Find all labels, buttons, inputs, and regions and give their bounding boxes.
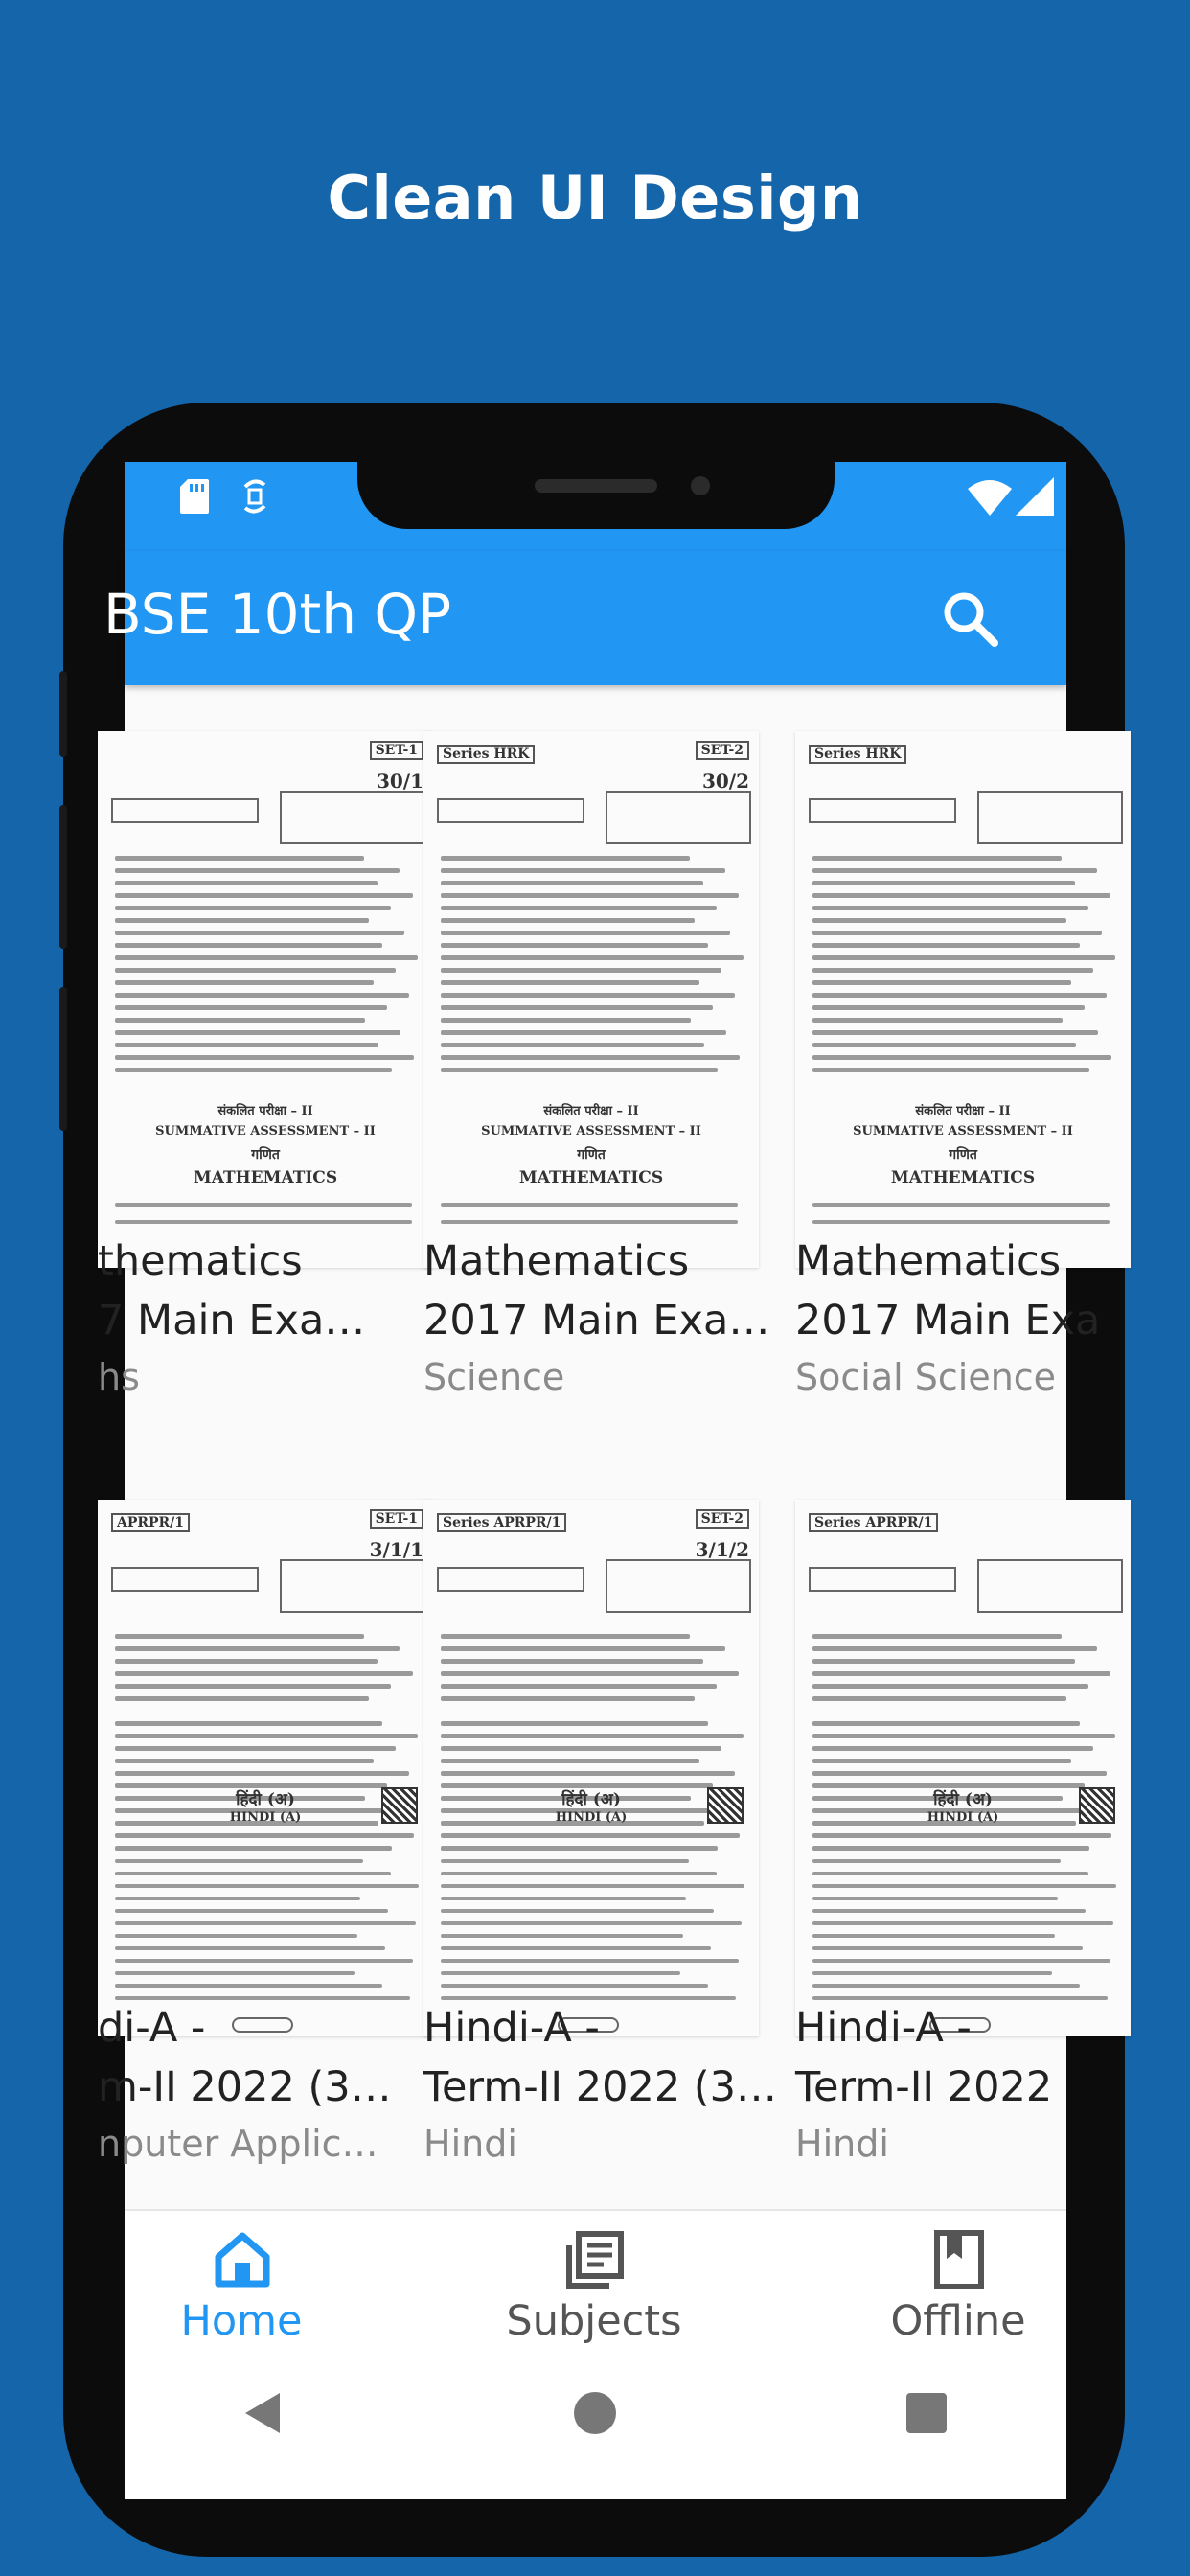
paper-title-line2: 7 Main Exa… (98, 1297, 366, 1345)
paper-series: Series APRPR/1 (809, 1513, 938, 1532)
paper-title-line2: Term-II 2022 (795, 2063, 1053, 2111)
paper-code: 30/1 (376, 770, 423, 793)
paper-code: 3/1/1 (369, 1538, 423, 1561)
status-bar (125, 462, 1066, 551)
paper-hindi-title: संकलित परीक्षा – II (217, 1104, 313, 1118)
paper-assessment: SUMMATIVE ASSESSMENT – II (481, 1124, 701, 1138)
paper-subject: nputer Applic… (98, 2123, 378, 2165)
paper-title-line1: Mathematics (423, 1237, 690, 1285)
paper-subject-hindi: गणित (577, 1147, 606, 1162)
paper-title-line2: m-II 2022 (3… (98, 2063, 392, 2111)
paper-thumbnail (795, 1500, 1131, 2036)
paper-subject-hindi: गणित (251, 1147, 280, 1162)
paper-title-line1: Hindi-A - (795, 2004, 972, 2052)
paper-series: Series HRK (809, 745, 906, 764)
qr-code (381, 1787, 418, 1824)
paper-series: APRPR/1 (111, 1513, 190, 1532)
promo-headline: Clean UI Design (327, 163, 863, 233)
paper-assessment: HINDI (A) (229, 1810, 302, 1825)
paper-series: Series HRK (437, 745, 535, 764)
paper-set: SET-1 (370, 741, 423, 760)
paper-subject: Social Science (795, 1356, 1057, 1398)
notch (357, 460, 835, 529)
paper-title-line2: Term-II 2022 (3… (423, 2063, 778, 2111)
paper-thumbnail (423, 1500, 759, 2036)
paper-title-line1: Hindi-A - (423, 2004, 600, 2052)
app-bar (103, 551, 1066, 685)
paper-title-line2: 2017 Main Exa (795, 1297, 1101, 1345)
paper-code: 3/1/2 (695, 1538, 749, 1561)
paper-subject-english: MATHEMATICS (193, 1168, 338, 1187)
back-icon[interactable] (238, 2389, 286, 2437)
paper-title-line1: thematics (98, 1237, 303, 1285)
nav-subjects-label: Subjects (506, 2297, 682, 2345)
paper-title-line2: 2017 Main Exa… (423, 1297, 770, 1345)
bookmark-icon (929, 2230, 989, 2289)
paper-set: SET-2 (696, 741, 749, 760)
paper-hindi-title: हिंदी (अ) (236, 1790, 295, 1809)
paper-subject-english: MATHEMATICS (890, 1168, 1036, 1187)
signal-icon (1016, 477, 1054, 516)
paper-set: SET-2 (696, 1509, 749, 1529)
paper-hindi-title: संकलित परीक्षा – II (915, 1104, 1011, 1118)
subjects-icon (565, 2230, 625, 2289)
paper-thumbnail (98, 1500, 433, 2036)
nav-subjects[interactable] (469, 2211, 719, 2355)
papers-grid (98, 685, 1101, 2209)
paper-set: SET-1 (370, 1509, 423, 1529)
bottom-navigation (125, 2209, 1066, 2355)
wifi-icon (968, 479, 1012, 516)
paper-series: Series APRPR/1 (437, 1513, 566, 1532)
search-icon[interactable] (937, 586, 1004, 653)
paper-subject-english: MATHEMATICS (518, 1168, 664, 1187)
paper-subject: hs (98, 1356, 140, 1398)
nav-offline-label: Offline (890, 2297, 1026, 2345)
paper-assessment: SUMMATIVE ASSESSMENT – II (155, 1124, 376, 1138)
sync-icon (238, 475, 272, 518)
paper-title-line1: di-A - (98, 2004, 206, 2052)
phone-screen (98, 462, 1101, 2499)
paper-subject: Hindi (423, 2123, 517, 2165)
qr-code (707, 1787, 744, 1824)
paper-subject-hindi: गणित (949, 1147, 977, 1162)
nav-home[interactable] (117, 2211, 366, 2355)
paper-card[interactable] (98, 685, 433, 2209)
paper-card[interactable] (423, 685, 778, 2209)
paper-hindi-title: हिंदी (अ) (561, 1790, 621, 1809)
nav-offline[interactable] (834, 2211, 1083, 2355)
recents-icon[interactable] (903, 2389, 950, 2437)
paper-hindi-title: संकलित परीक्षा – II (543, 1104, 639, 1118)
paper-subject: Hindi (795, 2123, 889, 2165)
app-title: BSE 10th QP (103, 582, 452, 647)
paper-code: 30/2 (701, 770, 749, 793)
system-navigation (125, 2353, 1066, 2499)
home-icon (213, 2230, 272, 2289)
paper-hindi-title: हिंदी (अ) (933, 1790, 993, 1809)
paper-card[interactable] (795, 685, 1131, 2209)
paper-title-line1: Mathematics (795, 1237, 1062, 1285)
paper-assessment: HINDI (A) (555, 1810, 628, 1825)
home-circle-icon[interactable] (571, 2389, 619, 2437)
nav-home-label: Home (180, 2297, 303, 2345)
sd-card-icon (178, 477, 211, 516)
paper-subject: Science (423, 1356, 565, 1398)
qr-code (1079, 1787, 1115, 1824)
paper-assessment: SUMMATIVE ASSESSMENT – II (853, 1124, 1073, 1138)
paper-assessment: HINDI (A) (927, 1810, 999, 1825)
